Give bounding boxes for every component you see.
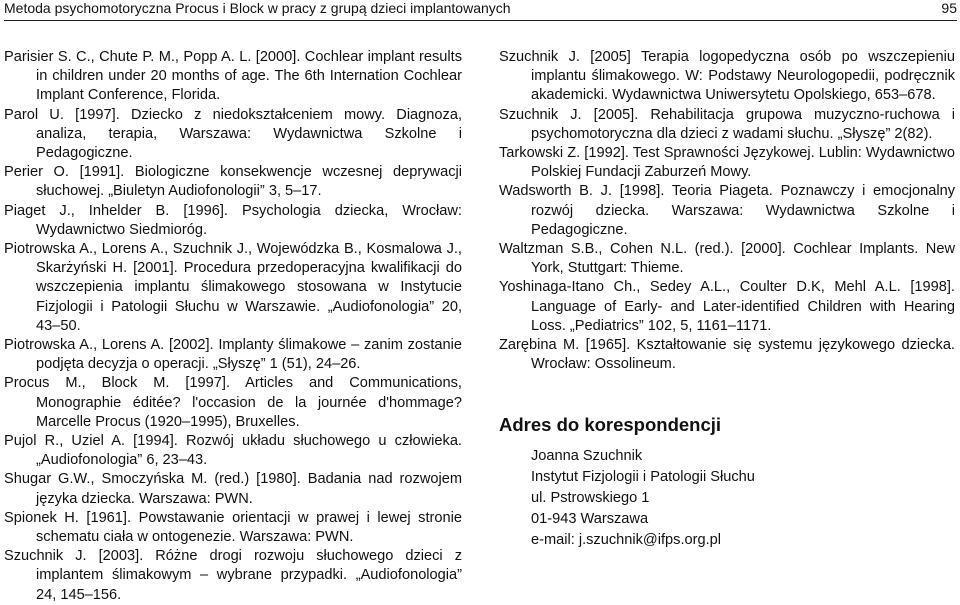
running-title: Metoda psychomotoryczna Procus i Block w pracy z grupą dzieci implantowanych	[4, 0, 511, 16]
running-header	[4, 0, 957, 21]
reference-entry: Parisier S. C., Chute P. M., Popp A. L. [2000]. Cochlear implant results in children under 20 months of age. The 6th Internation Cochlear Implant Conference, Florida.	[4, 49, 462, 104]
reference-entry: Zarębina M. [1965]. Kształtowanie się systemu językowego dziecka. Wrocław: Ossolineum.	[499, 337, 955, 373]
contact-street: ul. Pstrowskiego 1	[531, 490, 650, 507]
page-number: 95	[941, 0, 957, 16]
reference-entry: Yoshinaga-Itano Ch., Sedey A.L., Coulter D.K, Mehl A.L. [1998]. Language of Early- and Later-identified Children with Hearing Loss. „Pediatrics” 102, 5, 1161–1171.	[499, 279, 955, 334]
reference-entry: Perier O. [1991]. Biologiczne konsekwencje wczesnej deprywacji słuchowej. „Biuletyn Audiofonologii” 3, 5–17.	[4, 164, 462, 200]
contact-city: 01-943 Warszawa	[531, 511, 649, 528]
references-left-column	[4, 48, 462, 605]
reference-entry: Piotrowska A., Lorens A. [2002]. Implanty ślimakowe – zanim zostanie podjęta decyzja o operacji. „Słyszę” 1 (51), 24–26.	[4, 337, 462, 373]
contact-institution: Instytut Fizjologii i Patologii Słuchu	[531, 469, 755, 486]
reference-entry: Parol U. [1997]. Dziecko z niedokształceniem mowy. Diagnoza, analiza, terapia, Warszawa: Wydawnictwa Szkolne i Pedagogiczne.	[4, 106, 462, 162]
reference-entry: Waltzman S.B., Cohen N.L. (red.). [2000]. Cochlear Implants. New York, Stuttgart: Thieme.	[499, 241, 955, 277]
correspondence-address	[499, 446, 955, 551]
references-right-column	[499, 48, 955, 551]
reference-entry: Szuchnik J. [2005]. Rehabilitacja grupowa muzyczno-ruchowa i psychomotoryczna dla dzieci z wadami słuchu. „Słyszę” 2(82).	[499, 106, 955, 142]
reference-entry: Szuchnik J. [2005] Terapia logopedyczna osób po wszczepieniu implantu ślimakowego. W: Podstawy Neurologopedii, podręcznik akademicki. Wydawnictwa Uniwersytetu Opolskiego, 653–678.	[499, 49, 955, 104]
reference-entry: Tarkowski Z. [1992]. Test Sprawności Językowej. Lublin: Wydawnictwo Polskiej Fundacji Zaburzeń Mowy.	[499, 145, 955, 181]
contact-name: Joanna Szuchnik	[531, 448, 643, 465]
reference-entry: Procus M., Block M. [1997]. Articles and Communications, Monographie éditée? l'occasion de la journée d'hommage? Marcelle Procus (1920–1995), Bruxelles.	[4, 375, 462, 430]
contact-email: e-mail: j.szuchnik@ifps.org.pl	[531, 532, 722, 549]
reference-entry: Szuchnik J. [2003]. Różne drogi rozwoju słuchowego dzieci z implantem ślimakowym – wybrane przypadki. „Audiofonologia” 24, 145–156.	[4, 548, 462, 603]
reference-entry: Piaget J., Inhelder B. [1996]. Psychologia dziecka, Wrocław: Wydawnictwo Siedmioróg.	[4, 202, 462, 238]
reference-entry: Spionek H. [1961]. Powstawanie orientacji w prawej i lewej stronie schematu ciała w ontogenezie. Warszawa: PWN.	[4, 509, 462, 546]
reference-entry: Piotrowska A., Lorens A., Szuchnik J., Wojewódzka B., Kosmalowa J., Skarżyński H. [2001]. Procedura przedoperacyjna kwalifikacji do wszczepienia implantu ślimakowego stosowana w Instytucie Fizjologii i Patologii Słuchu w Warszawie. „Audiofonologia” 20, 43–50.	[4, 241, 462, 334]
correspondence-heading: Adres do korespondencji	[499, 414, 722, 436]
reference-entry: Pujol R., Uziel A. [1994]. Rozwój układu słuchowego u człowieka. „Audiofonologia” 6, 23–43.	[4, 433, 462, 469]
reference-entry: Shugar G.W., Smoczyńska M. (red.) [1980]. Badania nad rozwojem języka dziecka. Warszawa: PWN.	[4, 471, 462, 507]
reference-entry: Wadsworth B. J. [1998]. Teoria Piageta. Poznawczy i emocjonalny rozwój dziecka. Warszawa: Wydawnictwa Szkolne i Pedagogiczne.	[499, 183, 955, 238]
